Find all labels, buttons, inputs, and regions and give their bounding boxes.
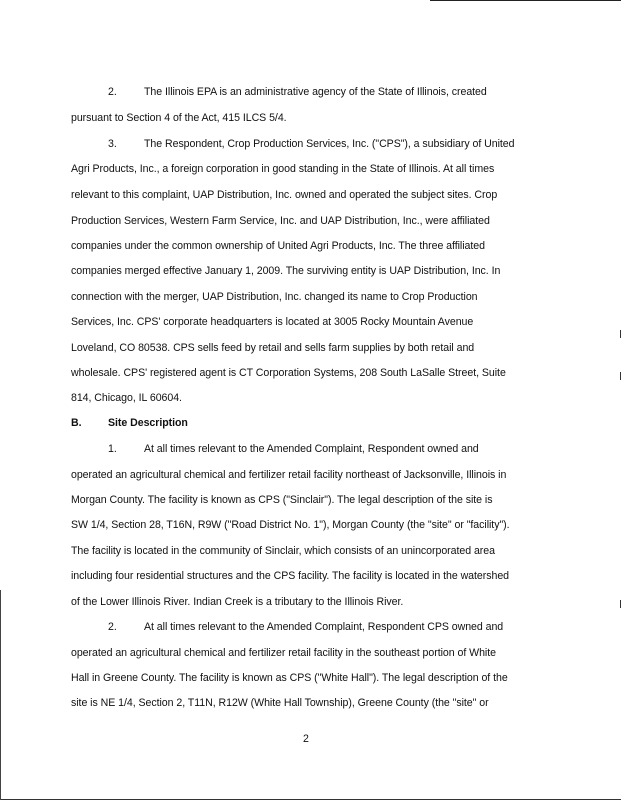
scan-edge-left	[0, 590, 1, 800]
paragraph-line: Loveland, CO 80538. CPS sells feed by retail and sells farm supplies by both retail and	[71, 342, 475, 354]
paragraph-line: including four residential structures and the CPS facility. The facility is located in the watershed	[71, 570, 510, 582]
paragraph-line: At all times relevant to the Amended Complaint, Respondent CPS owned and	[144, 621, 504, 633]
paragraph-number: 2.	[108, 621, 117, 633]
paragraph-line: Services, Inc. CPS' corporate headquarters is located at 3005 Rocky Mountain Avenue	[71, 316, 474, 328]
paragraph-line: SW 1/4, Section 28, T16N, R9W ("Road District No. 1"), Morgan County (the "site" or "facility").	[71, 519, 510, 531]
paragraph-line: Agri Products, Inc., a foreign corporation in good standing in the State of Illinois. At all times	[71, 163, 495, 175]
paragraph-line: The facility is located in the community of Sinclair, which consists of an unincorporated area	[71, 545, 495, 557]
paragraph-line: Hall in Greene County. The facility is known as CPS ("White Hall"). The legal description of the	[71, 672, 508, 684]
paragraph-number: 2.	[108, 86, 117, 98]
paragraph-line: At all times relevant to the Amended Complaint, Respondent owned and	[144, 443, 479, 455]
paragraph-line: wholesale. CPS' registered agent is CT Corporation Systems, 208 South LaSalle Street, Suite	[71, 367, 506, 379]
paragraph-number: 1.	[108, 443, 117, 455]
section-heading: Site Description	[108, 417, 188, 429]
paragraph-line: connection with the merger, UAP Distribution, Inc. changed its name to Crop Production	[71, 291, 478, 303]
paragraph-line: of the Lower Illinois River. Indian Creek is a tributary to the Illinois River.	[71, 596, 404, 608]
paragraph-line: 814, Chicago, IL 60604.	[71, 392, 182, 404]
paragraph-number: 3.	[108, 138, 117, 150]
paragraph-line: companies under the common ownership of United Agri Products, Inc. The three affiliated	[71, 240, 485, 252]
paragraph-line: relevant to this complaint, UAP Distribution, Inc. owned and operated the subject sites. Crop	[71, 189, 498, 201]
paragraph-line: The Respondent, Crop Production Services, Inc. ("CPS"), a subsidiary of United	[144, 138, 515, 150]
paragraph-line: pursuant to Section 4 of the Act, 415 ILCS 5/4.	[71, 112, 287, 124]
paragraph-line: companies merged effective January 1, 2009. The surviving entity is UAP Distribution, Inc. In	[71, 265, 501, 277]
section-letter: B.	[71, 417, 82, 429]
paragraph-line: The Illinois EPA is an administrative agency of the State of Illinois, created	[144, 86, 487, 98]
scan-edge-top	[430, 0, 621, 1]
paragraph-line: operated an agricultural chemical and fertilizer retail facility in the southeast portion of White	[71, 647, 496, 659]
paragraph-line: operated an agricultural chemical and fertilizer retail facility northeast of Jacksonville, Illinois in	[71, 469, 507, 481]
paragraph-line: site is NE 1/4, Section 2, T11N, R12W (White Hall Township), Greene County (the "site" or	[71, 697, 489, 709]
page-number: 2	[303, 733, 309, 745]
paragraph-line: Morgan County. The facility is known as CPS ("Sinclair"). The legal description of the site is	[71, 494, 493, 506]
paragraph-line: Production Services, Western Farm Service, Inc. and UAP Distribution, Inc., were affiliated	[71, 215, 490, 227]
